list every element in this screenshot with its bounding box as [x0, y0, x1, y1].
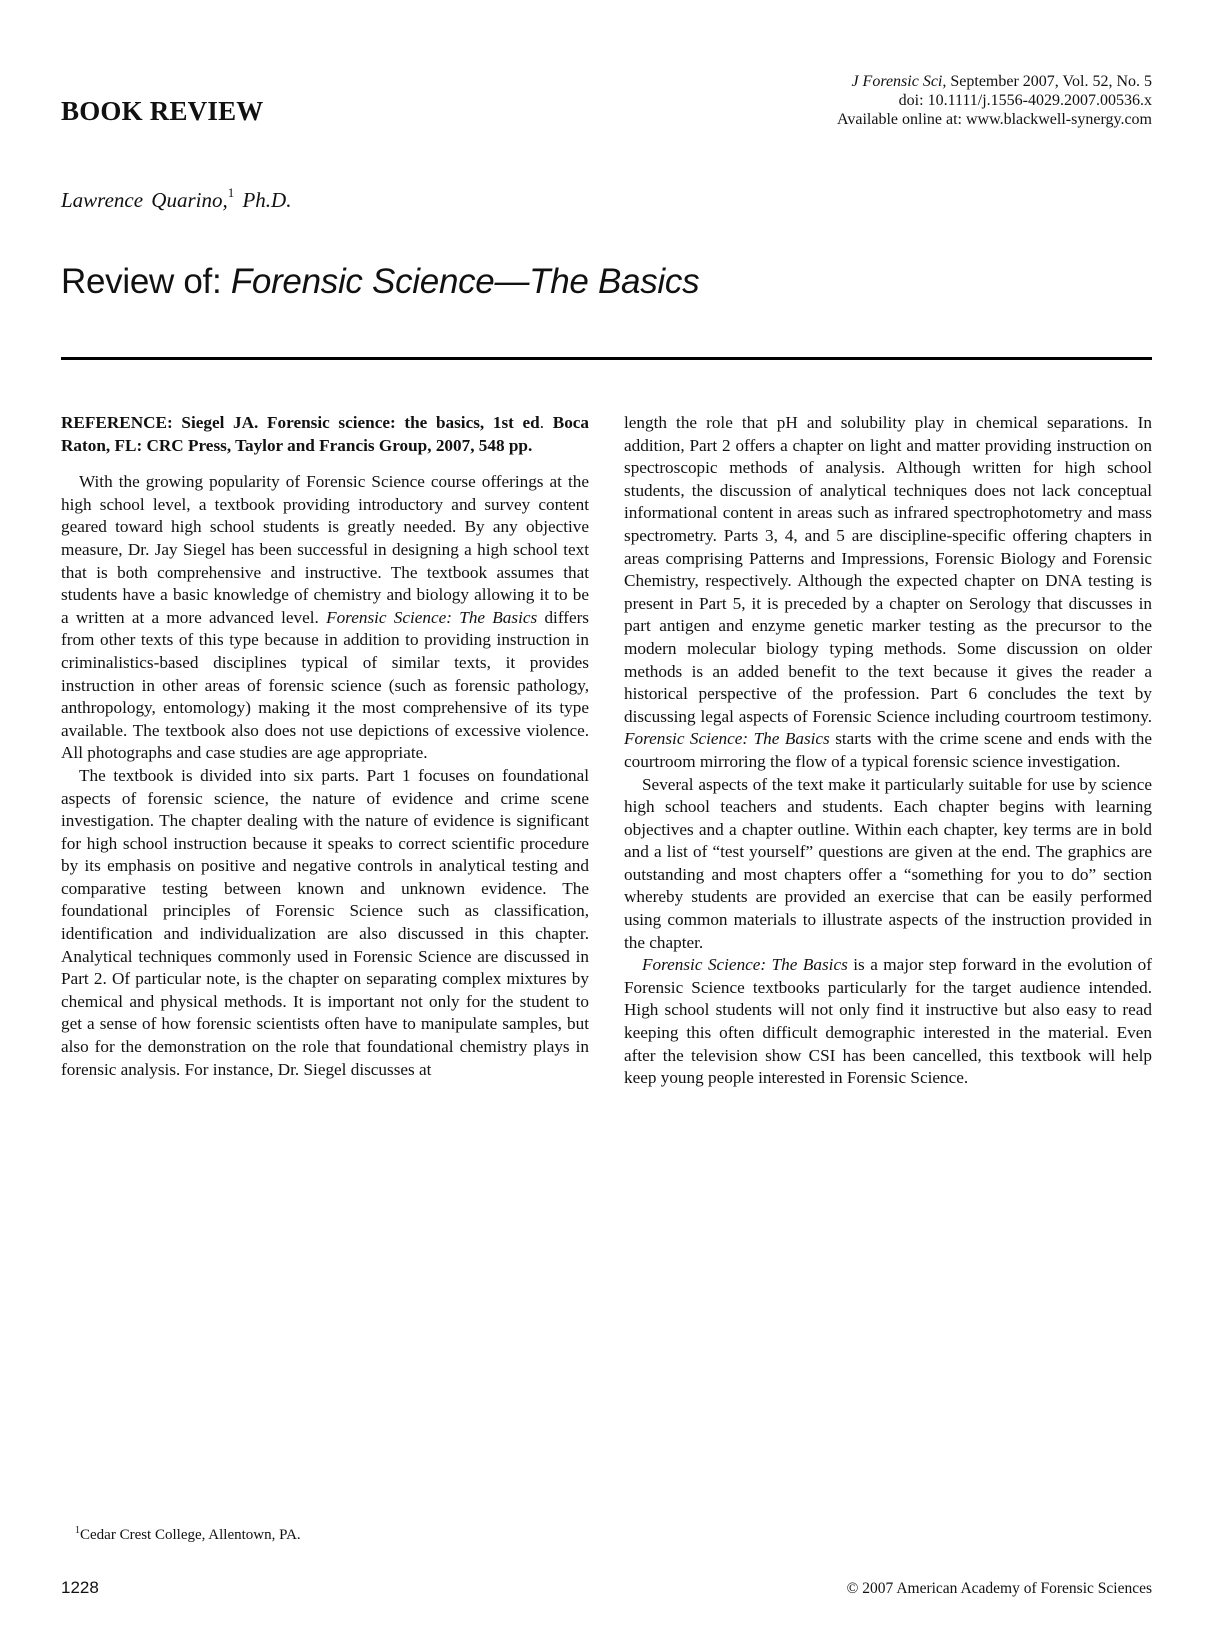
title-divider — [61, 357, 1152, 360]
book-title-italic: Forensic Science: The Basics — [642, 955, 848, 975]
section-label: BOOK REVIEW — [61, 96, 264, 126]
journal-issue-line — [700, 72, 1152, 91]
journal-issue: September 2007, Vol. 52, No. 5 — [946, 73, 1152, 90]
doi: doi: 10.1111/j.1556-4029.2007.00536.x — [898, 92, 1152, 109]
paragraph-text: length the role that pH and solubility play in chemical separations. In addition, Part 2 offers a chapter on light and matter providing instruction on spectroscopic methods of analysis. Although written for high school students, the discussion of analytical techniques does not lack conceptual informational content in areas such as infrared spectrophotometry and mass spectrometry. Parts 3, 4, and 5 are discipline-specific offering chapters in areas comprising Patterns and Impressions, Forensic Biology and Forensic Chemistry, respectively. Although the expected chapter on DNA testing is present in Part 5, it is preceded by a chapter on Serology that discusses in part antigen and enzyme genetic marker testing as the precursor to the modern molecular biology typing methods. Some discussion on older methods is an added benefit to the text because it gives the reader a historical perspective of the profession. Part 6 concludes the text by discussing legal aspects of Forensic Science including courtroom testimony. — [624, 413, 1152, 726]
footnote — [75, 1527, 301, 1544]
book-title-italic: Forensic Science: The Basics — [624, 729, 830, 749]
paragraph-3: Several aspects of the text make it particularly suitable for use by science high school teachers and students. Each chapter begins with learning objectives and a chapter outline. Within each chapter, key terms are in bold and a list of “test yourself” questions are given at the end. The graphics are outstanding and most chapters offer a “something for you to do” section whereby students are provided an exercise that can be easily performed using common materials to illustrate aspects of the instruction provided in the chapter. — [624, 774, 1152, 952]
author-name: Lawrence Quarino, — [61, 188, 228, 212]
online-availability: Available online at: www.blackwell-synergy.com — [836, 111, 1152, 128]
paragraph-1 — [61, 471, 589, 765]
book-title: Forensic Science—The Basics — [230, 262, 700, 301]
page-number: 1228 — [61, 1578, 99, 1597]
paragraph-text: differs from other texts of this type because in addition to providing instruction in criminalistics-based disciplines typical of similar texts, it provides instruction in other areas of forensic science (such as forensic pathology, anthropology, entomology) making it the most comprehensive of its type available. The textbook also does not use depictions of excessive violence. All photographs and case studies are age appropriate. — [61, 607, 589, 763]
author-degree: Ph.D. — [234, 188, 292, 212]
paragraph-4 — [624, 954, 1152, 1090]
paragraph-text: With the growing popularity of Forensic Science course offerings at the high school level, a textbook providing introductory and survey content geared toward high school students is greatly needed. By any objective measure, Dr. Jay Siegel has been successful in designing a high school text that is both comprehensive and instructive. The textbook assumes that students have a basic knowledge of chemistry and biology allowing it to be a written at a more advanced level. — [61, 472, 589, 627]
article-title — [61, 262, 699, 302]
author-line — [61, 185, 292, 213]
paragraph-text: is a major step forward in the evolution of Forensic Science textbooks particularly for the target audience intended. High school students will not only find it instructive but also easy to read keeping this often difficult demographic interested in the material. Even after the television show CSI has been cancelled, this textbook will help keep young people interested in Forensic Science. — [624, 955, 1152, 1088]
book-title-italic: Forensic Science: The Basics — [326, 607, 538, 627]
paragraph-2-continued — [624, 412, 1152, 774]
book-reference — [61, 412, 589, 457]
paragraph-2: The textbook is divided into six parts. Part 1 focuses on foundational aspects of forensic science, the nature of evidence and crime scene investigation. The chapter dealing with the nature of evidence is significant for high school instruction because it speaks to correct scientific procedure by its emphasis on positive and negative controls in analytical testing and comparative testing between known and unknown evidence. The foundational principles of Forensic Science such as classification, identification and individualization are also discussed in this chapter. Analytical techniques commonly used in Forensic Science are discussed in Part 2. Of particular note, is the chapter on separating complex mixtures by chemical and physical methods. It is important not only for the student to get a sense of how forensic scientists often have to manipulate samples, but also for the demonstration on the role that foundational chemistry plays in forensic analysis. For instance, Dr. Siegel discusses at — [61, 765, 589, 1079]
affiliation-marker: 1 — [227, 185, 235, 200]
paragraph-text: starts with the crime scene and ends with the courtroom mirroring the flow of a typical forensic science investigation. — [624, 729, 1152, 771]
footnote-text: Cedar Crest College, Allentown, PA. — [80, 1527, 301, 1543]
reference-text-2: Boca Raton, FL: CRC Press, Taylor and Francis Group, 2007, 548 pp. — [61, 413, 590, 455]
journal-citation — [700, 72, 1152, 129]
reference-text-1: REFERENCE: Siegel JA. Forensic science: the basics, 1st ed — [61, 413, 540, 432]
copyright: © 2007 American Academy of Forensic Sciences — [846, 1580, 1152, 1597]
title-prefix: Review of: — [61, 262, 231, 301]
reference-dot: . — [539, 413, 545, 432]
footnote-marker: 1 — [75, 1525, 80, 1536]
right-column — [624, 412, 1152, 1090]
left-column — [61, 412, 589, 1081]
journal-name: J Forensic Sci, — [851, 73, 947, 90]
